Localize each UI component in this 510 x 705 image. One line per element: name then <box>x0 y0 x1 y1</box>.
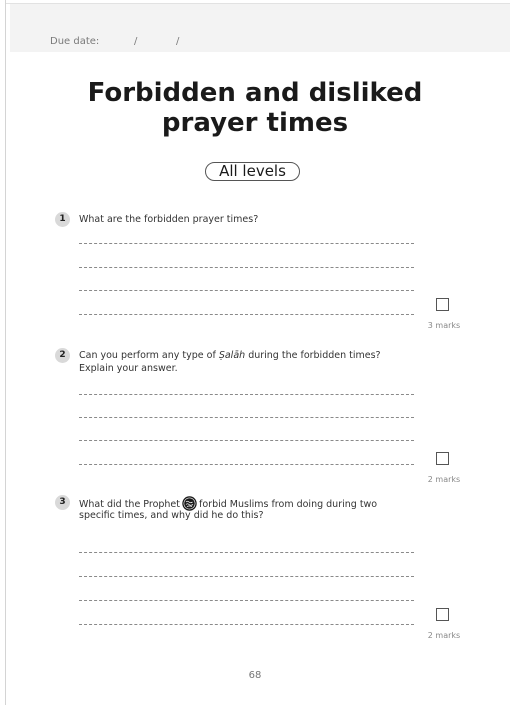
answer-line[interactable] <box>79 464 414 465</box>
answer-line[interactable] <box>79 600 414 601</box>
answer-line[interactable] <box>79 267 414 268</box>
question-1-number: 1 <box>55 212 70 227</box>
question-3-text-after: forbid Muslims from doing during two <box>199 499 378 510</box>
question-2-marks-label: 2 marks <box>427 475 461 484</box>
answer-line[interactable] <box>79 440 414 441</box>
answer-line[interactable] <box>79 576 414 577</box>
answer-line[interactable] <box>79 314 414 315</box>
page-title-line-1: Forbidden and disliked <box>87 78 423 108</box>
question-2-text-after: during the forbidden times? <box>245 350 381 361</box>
question-2-text-line-2: Explain your answer. <box>79 363 178 374</box>
question-2-marks-box[interactable] <box>436 452 449 465</box>
question-2-text-italic: Ṣalāh <box>218 350 246 361</box>
level-badge: All levels <box>205 162 300 181</box>
answer-line[interactable] <box>79 417 414 418</box>
question-2-text-before: Can you perform any type of <box>79 350 219 361</box>
due-date-slash-1: / <box>134 36 138 47</box>
question-3-marks-box[interactable] <box>436 608 449 621</box>
question-3-text-line-1 <box>79 496 419 511</box>
question-1-text: What are the forbidden prayer times? <box>79 214 259 225</box>
answer-line[interactable] <box>79 552 414 553</box>
question-3-marks-label: 2 marks <box>427 631 461 640</box>
question-3-text-before: What did the Prophet <box>79 499 181 510</box>
question-2-text-line-1 <box>79 350 419 362</box>
due-date-label: Due date: <box>50 36 100 47</box>
page-title-line-2: prayer times <box>161 108 349 138</box>
question-1-marks-label: 3 marks <box>427 321 461 330</box>
answer-line[interactable] <box>79 624 414 625</box>
question-2-number: 2 <box>55 348 70 363</box>
answer-line[interactable] <box>79 243 414 244</box>
due-date-slash-2: / <box>176 36 180 47</box>
question-3-text-line-2: specific times, and why did he do this? <box>79 510 264 521</box>
answer-line[interactable] <box>79 290 414 291</box>
page-number: 68 <box>248 670 262 681</box>
question-1-marks-box[interactable] <box>436 298 449 311</box>
salutation-seal-icon <box>182 496 197 511</box>
question-3-number: 3 <box>55 495 70 510</box>
answer-line[interactable] <box>79 394 414 395</box>
